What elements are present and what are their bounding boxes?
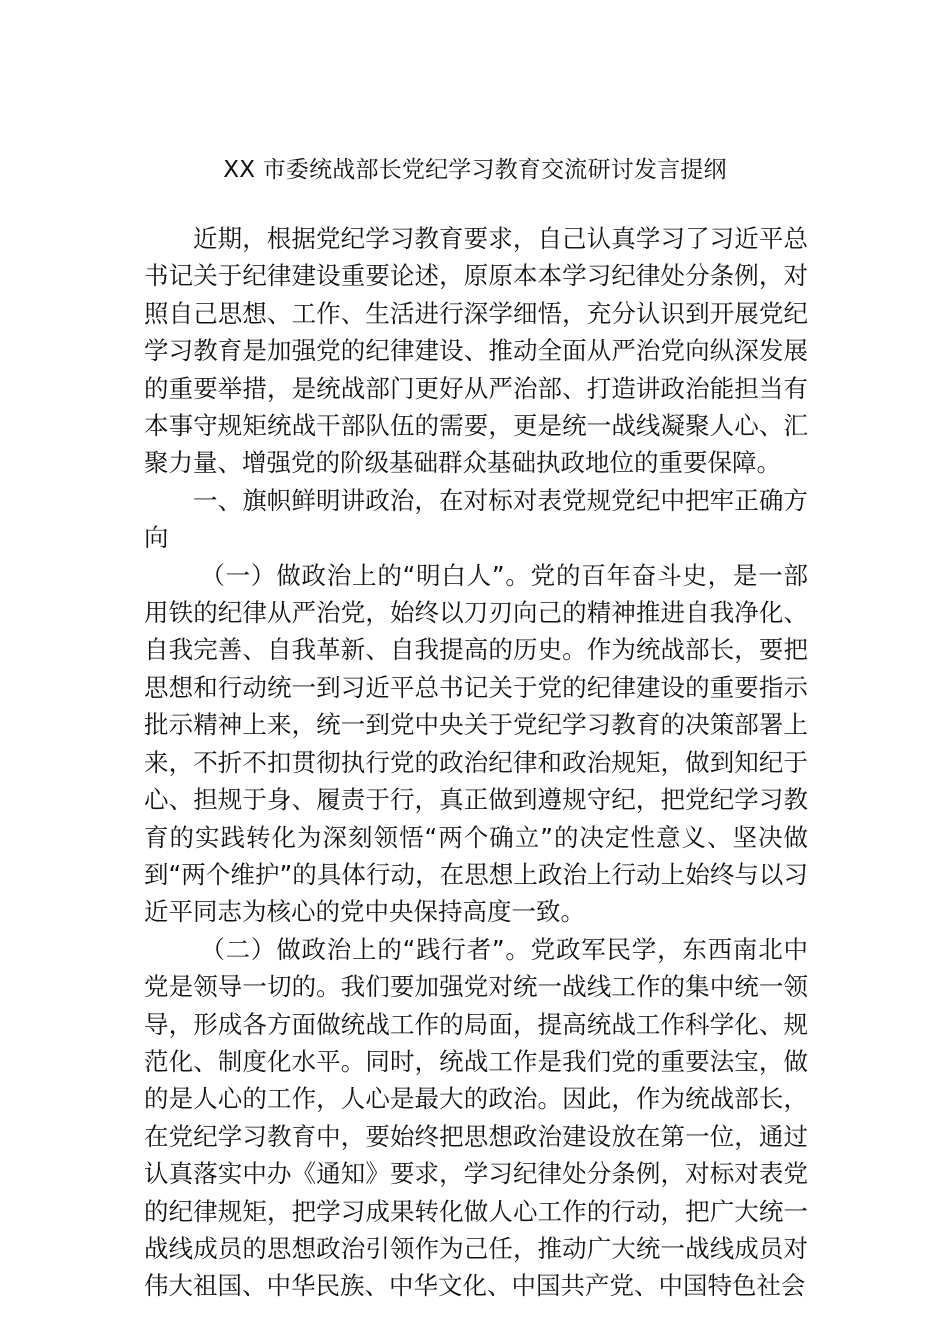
section-heading-1: 一、旗帜鲜明讲政治，在对标对表党规党纪中把牢正确方向 <box>144 485 808 553</box>
subsection-paragraph-2: （二）做政治上的“践行者”。党政军民学，东西南北中党是领导一切的。我们要加强党对统一战线工作的集中统一领导，形成各方面做统战工作的局面，提高统战工作科学化、规范化、制度化水平。同时，统战工作是我们党的重要法宝，做的是人心的工作，人心是最大的政治。因此，作为统战部长，在党纪学习教育中，要始终把思想政治建设放在第一位，通过认真落实中办《通知》要求，学习纪律处分条例，对标对表党的纪律规矩，把学习成果转化做人心工作的行动，把广大统一战线成员的思想政治引领作为己任，推动广大统一战线成员对伟大祖国、中华民族、中华文化、中国共产党、中国特色社会 <box>144 934 808 1301</box>
intro-paragraph: 近期，根据党纪学习教育要求，自己认真学习了习近平总书记关于纪律建设重要论述，原原本本学习纪律处分条例，对照自己思想、工作、生活进行深学细悟，充分认识到开展党纪学习教育是加强党的纪律建设、推动全面从严治党向纵深发展的重要举措，是统战部门更好从严治部、打造讲政治能担当有本事守规矩统战干部队伍的需要，更是统一战线凝聚人心、汇聚力量、增强党的阶级基础群众基础执政地位的重要保障。 <box>144 224 808 478</box>
document-body <box>144 220 808 1305</box>
subsection-paragraph-1: （一）做政治上的“明白人”。党的百年奋斗史，是一部用铁的纪律从严治党，始终以刀刃向己的精神推进自我净化、自我完善、自我革新、自我提高的历史。作为统战部长，要把思想和行动统一到习近平总书记关于党的纪律建设的重要指示批示精神上来，统一到党中央关于党纪学习教育的决策部署上来，不折不扣贯彻执行党的政治纪律和政治规矩，做到知纪于心、担规于身、履责于行，真正做到遵规守纪，把党纪学习教育的实践转化为深刻领悟“两个确立”的决定性意义、坚决做到“两个维护”的具体行动，在思想上政治上行动上始终与以习近平同志为核心的党中央保持高度一致。 <box>144 560 808 927</box>
document-title: XX 市委统战部长党纪学习教育交流研讨发言提纲 <box>223 157 727 183</box>
